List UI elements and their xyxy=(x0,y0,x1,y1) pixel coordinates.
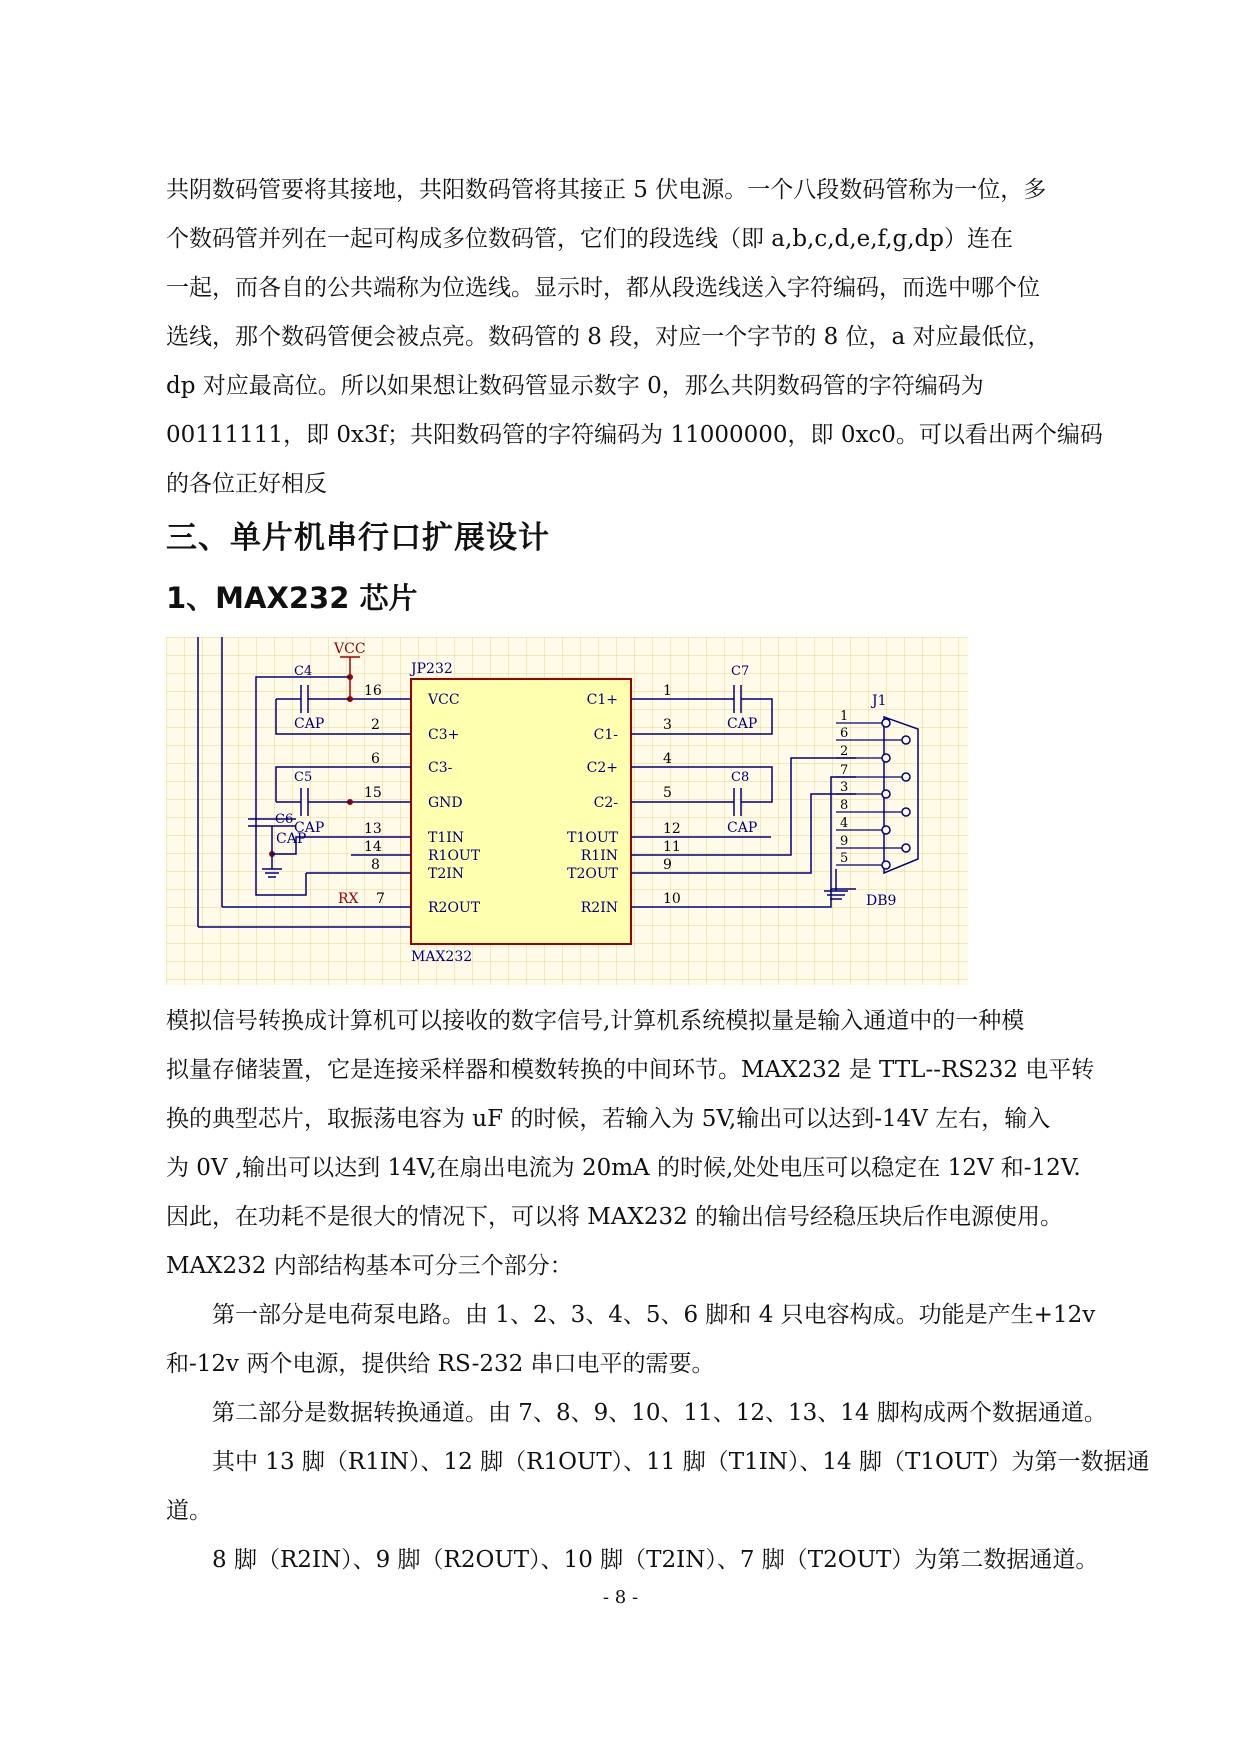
text-line: 换的典型芯片，取振荡电容为 uF 的时候，若输入为 5V,输出可以达到-14V 左右，输入 xyxy=(166,1106,1051,1132)
pin-number: 9 xyxy=(663,857,672,873)
pin-name: T2OUT xyxy=(567,866,618,882)
text-line: 的各位正好相反 xyxy=(166,471,327,497)
pin-name: T1OUT xyxy=(567,830,618,846)
pin-name: C1+ xyxy=(586,692,618,708)
capacitor-value: CAP xyxy=(276,831,307,847)
capacitor-value: CAP xyxy=(294,820,325,836)
capacitor-ref: C5 xyxy=(294,770,313,785)
subsection-heading: 1、MAX232 芯片 xyxy=(166,581,418,615)
section-heading: 三、单片机串行口扩展设计 xyxy=(166,520,550,556)
pin-number: 2 xyxy=(371,717,380,733)
text-line: 个数码管并列在一起可构成多位数码管，它们的段选线（即 a,b,c,d,e,f,g,dp）连在 xyxy=(166,226,1014,252)
db9-pin-number: 7 xyxy=(840,763,849,778)
rx-label: RX xyxy=(338,891,359,907)
text-line: 和-12v 两个电源，提供给 RS-232 串口电平的需要。 xyxy=(166,1351,715,1377)
pin-number: 8 xyxy=(371,857,380,873)
text-line: 选线，那个数码管便会被点亮。数码管的 8 段，对应一个字节的 8 位，a 对应最低位， xyxy=(166,324,1051,350)
db9-pin-number: 3 xyxy=(840,780,849,795)
pin-number: 5 xyxy=(663,785,672,801)
text-line: MAX232 内部结构基本可分三个部分： xyxy=(166,1253,573,1279)
text-line: 因此，在功耗不是很大的情况下，可以将 MAX232 的输出信号经稳压块后作电源使用。 xyxy=(166,1204,1064,1230)
pin-name: C3+ xyxy=(428,727,460,743)
pin-number: 7 xyxy=(376,891,385,907)
text-line: 道。 xyxy=(166,1498,212,1524)
db9-pin-number: 1 xyxy=(840,709,849,724)
pin-number: 16 xyxy=(364,683,382,699)
text-line: 一起，而各自的公共端称为位选线。显示时，都从段选线送入字符编码，而选中哪个位 xyxy=(166,275,1040,301)
pin-name: T2IN xyxy=(428,866,465,882)
pin-name: T1IN xyxy=(428,830,465,846)
pin-number: 11 xyxy=(663,839,681,855)
db9-pin-number: 6 xyxy=(840,726,849,741)
page-number: - 8 - xyxy=(602,1587,639,1608)
pin-name: GND xyxy=(428,795,463,811)
text-line: 00111111，即 0x3f；共阳数码管的字符编码为 11000000，即 0xc0。可以看出两个编码 xyxy=(166,422,1103,448)
connector-name-label: DB9 xyxy=(866,893,897,909)
db9-pin-number: 9 xyxy=(840,834,849,849)
chip-ref-label: JP232 xyxy=(411,661,453,677)
pin-number: 6 xyxy=(371,751,380,767)
vcc-label: VCC xyxy=(334,641,366,657)
body-paragraph xyxy=(166,997,1150,1585)
pin-number: 12 xyxy=(663,821,681,837)
pin-name: C1- xyxy=(593,727,618,743)
db9-pin-number: 4 xyxy=(840,816,849,831)
max232-schematic xyxy=(166,637,968,985)
pin-name: R2OUT xyxy=(428,900,481,916)
pin-name: C3- xyxy=(428,760,453,776)
text-line: 为 0V ,输出可以达到 14V,在扇出电流为 20mA 的时候,处处电压可以稳定在 12V 和-12V. xyxy=(166,1155,1081,1181)
pin-name: R1OUT xyxy=(428,848,481,864)
text-line: 第一部分是电荷泵电路。由 1、2、3、4、5、6 脚和 4 只电容构成。功能是产生+12v xyxy=(166,1302,1096,1328)
pin-name: C2- xyxy=(593,795,618,811)
capacitor-value: CAP xyxy=(294,716,325,732)
capacitor-value: CAP xyxy=(727,820,758,836)
text-line: 其中 13 脚（R1IN）、12 脚（R1OUT）、11 脚（T1IN）、14 脚（T1OUT）为第一数据通 xyxy=(166,1449,1150,1475)
text-line: dp 对应最高位。所以如果想让数码管显示数字 0，那么共阴数码管的字符编码为 xyxy=(166,373,984,399)
text-line: 8 脚（R2IN）、9 脚（R2OUT）、10 脚（T2IN）、7 脚（T2OUT）为第二数据通道。 xyxy=(166,1547,1099,1573)
pin-name: R1IN xyxy=(580,848,618,864)
capacitor-ref: C4 xyxy=(294,664,313,679)
text-line: 共阴数码管要将其接地，共阳数码管将其接正 5 伏电源。一个八段数码管称为一位，多 xyxy=(166,177,1047,203)
text-line: 模拟信号转换成计算机可以接收的数字信号,计算机系统模拟量是输入通道中的一种模 xyxy=(166,1008,1025,1034)
chip-name-label: MAX232 xyxy=(411,949,473,965)
db9-pin-number: 5 xyxy=(840,851,849,866)
pin-number: 1 xyxy=(663,683,672,699)
pin-number: 15 xyxy=(364,785,382,801)
text-line: 第二部分是数据转换通道。由 7、8、9、10、11、12、13、14 脚构成两个数据通道。 xyxy=(166,1400,1107,1426)
pin-name: VCC xyxy=(428,692,460,708)
pin-number: 3 xyxy=(663,717,672,733)
pin-name: C2+ xyxy=(586,760,618,776)
pin-number: 10 xyxy=(663,891,681,907)
pin-number: 13 xyxy=(364,821,382,837)
capacitor-ref: C8 xyxy=(731,770,750,785)
intro-paragraph xyxy=(166,166,1106,509)
capacitor-value: CAP xyxy=(727,716,758,732)
schematic-svg xyxy=(166,637,968,985)
pin-name: R2IN xyxy=(580,900,618,916)
text-line: 拟量存储装置，它是连接采样器和模数转换的中间环节。MAX232 是 TTL--RS232 电平转 xyxy=(166,1057,1095,1083)
capacitor-ref: C6 xyxy=(275,812,294,827)
pin-number: 4 xyxy=(663,751,672,767)
db9-pin-number: 2 xyxy=(840,744,849,759)
capacitor-ref: C7 xyxy=(731,664,750,679)
db9-pin-number: 8 xyxy=(840,798,849,813)
pin-number: 14 xyxy=(364,839,382,855)
connector-ref-label: J1 xyxy=(872,693,887,709)
